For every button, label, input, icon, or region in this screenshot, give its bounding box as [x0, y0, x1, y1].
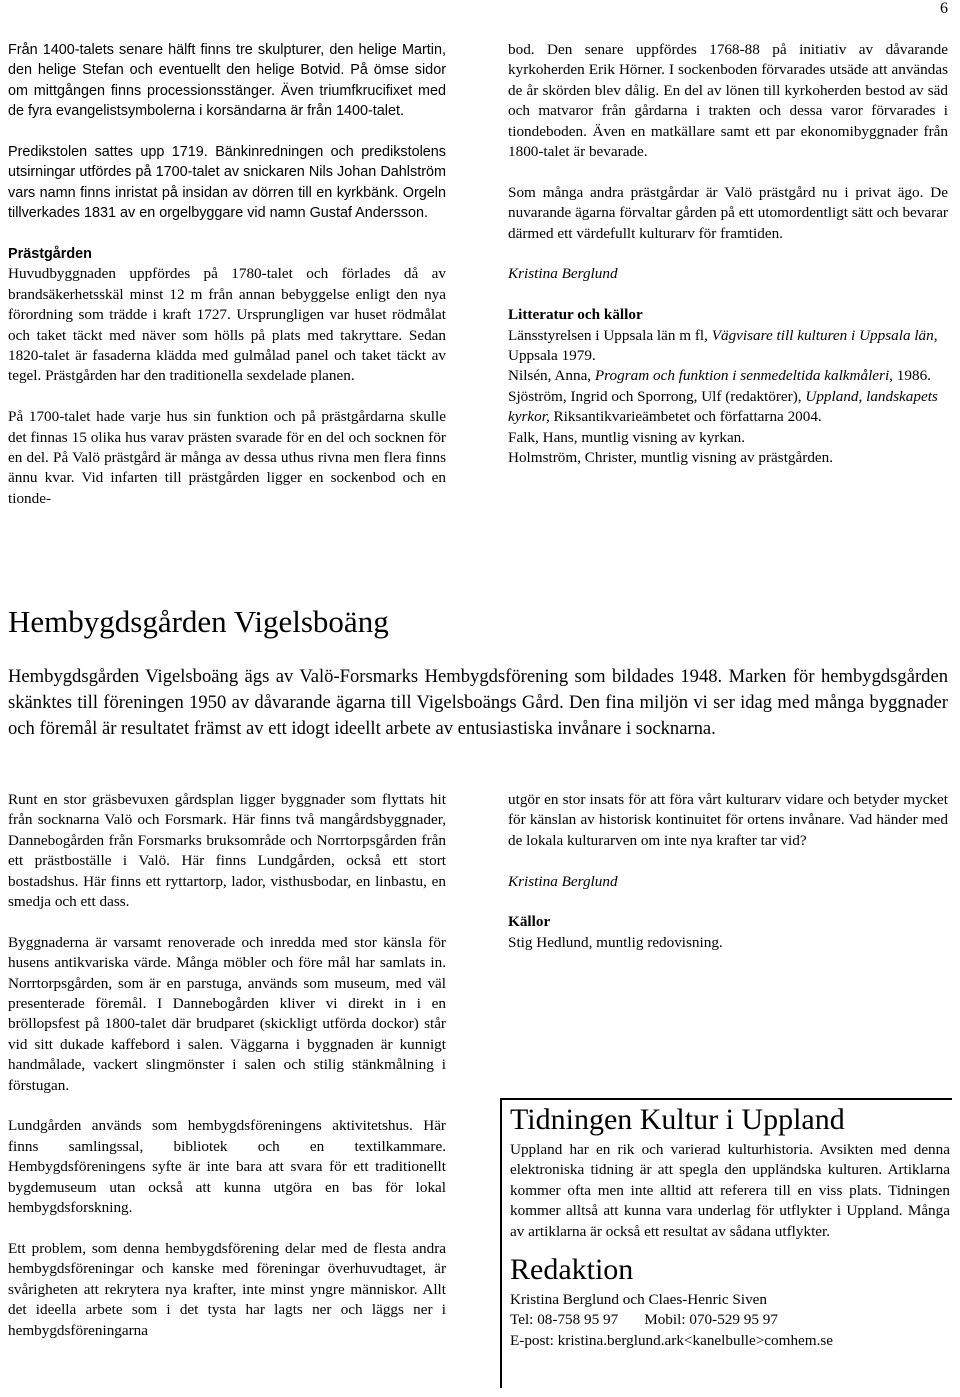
info-box: [500, 1098, 952, 1388]
heading-prastgarden: Prästgården: [8, 246, 92, 263]
reference-author: Falk, Hans, muntlig visning av kyrkan.: [508, 428, 746, 446]
mobile-number: Mobil: 070-529 95 97: [644, 1311, 778, 1329]
heading-sources: Källor: [508, 913, 551, 931]
reference-item: [508, 366, 948, 386]
reference-publisher: Riksantikvarieämbetet och författarna 2004.: [549, 408, 822, 426]
paragraph-renovation: Byggnaderna är varsamt renoverade och inredda med stor känsla för husens antikvariska värde. Många möbler och före mål har samlats in. Norrtorpsgården, som är en parstuga, används som museum, med väl presenterade föremål. I Dannebogården kliver vi direkt in i en bröllopsfest på 1800-talet där brudparet (skickligt utförda dockor) står vid sitt dukade kaffebord i salen. Väggarna i byggnaden är kunnigt handmålade, vackert slingmönster i salen och stilig stänkmålning i förstugan.: [8, 933, 446, 1094]
bottom-left-column: [8, 790, 446, 1361]
section-title: Hembygdsgården Vigelsboäng: [8, 604, 389, 639]
heading-literature: Litteratur och källor: [508, 306, 643, 324]
author-signature: Kristina Berglund: [508, 872, 618, 890]
email-address: E-post: kristina.berglund.ark<kanelbulle>comhem.se: [510, 1331, 834, 1349]
page-number: 6: [940, 0, 948, 17]
top-left-column: [8, 40, 446, 530]
phone-number: Tel: 08-758 95 97: [510, 1311, 619, 1329]
author-signature: Kristina Berglund: [508, 265, 618, 283]
reference-title: Uppland, landskapets kyrkor,: [508, 387, 938, 426]
bottom-right-column: [508, 790, 948, 974]
paragraph-main-building-a: Huvudbyggnaden uppfördes på 1780-talet och förlades då av brandsäkerhetsskäl minst 12 m från annan bebyggelse enligt den nya förordning som trädde i kraft 1727.: [8, 265, 446, 324]
reference-publisher: Uppsala 1979.: [508, 347, 596, 365]
reference-author: Holmström, Christer, muntlig visning av prästgården.: [508, 449, 834, 467]
paragraph-lundgarden: Lundgården används som hembygdsföreningens aktivitetshus. Här finns samlingssal, bibliotek och en textilkammare. Hembygdsföreningens syfte är inte bara att svara för ett traditionellt bygdemuseum utan också att kunna utgöra en bas för lokal hembygdsforskning.: [8, 1117, 446, 1217]
contact-phones: [510, 1310, 950, 1330]
reference-item: [508, 428, 948, 448]
box-title: Tidningen Kultur i Uppland: [510, 1103, 845, 1136]
reference-author: Nilsén, Anna,: [508, 367, 595, 385]
paragraph-pulpit: Predikstolen sattes upp 1719. Bänkinredningen och predikstolens utsirningar utfördes på 1700-talet av snickaren Nils Johan Dahlström vars namn finns inristat på insidan av dörren till en kyrkbänk. Orgeln tillverkades 1831 av en orgelbyggare vid namn Gustaf Andersson.: [8, 144, 446, 222]
reference-item: [508, 448, 948, 468]
paragraph-sculptures: Från 1400-talets senare hälft finns tre skulpturer, den helige Martin, den helige Stefan och eventuellt den helige Botvid. På ömse sidor om mittgången finns processionsstänger. Även triumfkrucifixet med de fyra evangelistsymbolerna i korsändarna är från 1400-talet.: [8, 42, 446, 120]
reference-list: [508, 326, 948, 469]
paragraph-private-ownership: Som många andra prästgårdar är Valö prästgård nu i privat ägo. De nuvarande ägarna förvaltar gården på ett utomordentligt sätt och bevarar därmed ett värdefullt kulturarv för framtiden.: [508, 183, 948, 242]
intro-paragraph: Hembygdsgården Vigelsboäng ägs av Valö-Forsmarks Hembygdsförening som bildades 1948. Marken för hembygdsgården skänktes till föreningen 1950 av dåvarande ägarna till Vigelsboängs Gård. Den fina miljön vi ser idag med många byggnader och föremål är resultatet främst av ett idogt ideellt arbete av entusiastiska invånare i socknarna.: [8, 666, 948, 739]
paragraph-recruitment: Ett problem, som denna hembygdsförening delar med de flesta andra hembygdsföreningar och kanske med föreningar överhuvudtaget, är svårigheten att rekrytera nya krafter, inte minst yngre människor. Allt det ideella arbete som i det tysta har lagts ner och läggs ner i hembygdsföreningarna: [8, 1239, 446, 1339]
reference-publisher: 1986.: [892, 367, 931, 385]
top-right-column: [508, 40, 948, 468]
reference-item: [508, 387, 948, 428]
reference-title: Vägvisare till kulturen i Uppsala län,: [711, 326, 938, 344]
paragraph-farmyard: Runt en stor gräsbevuxen gårdsplan ligger byggnader som flyttats hit från socknarna Valö och Forsmark. Här finns två mangårdsbyggnader, Dannebogården från Forsmarks bruksområde och Norrtorpsgården från ett prästboställe i Valö. Här finns Lundgården, också ett stort bostadshus. Här finns ett ryttartorp, lador, visthusbodar, en linbastu, en smedja och ett dass.: [8, 791, 446, 911]
reference-item: [508, 326, 948, 367]
paragraph-sockenbod: bod. Den senare uppfördes 1768-88 på initiativ av dåvarande kyrkoherden Erik Hörner. I sockenboden förvarades utsäde att användas de år skörden blev dålig. En del av lönen till kyrkoherden bestod av säd och matvaror från gårdarna i trakten och dessa varor förvarades i tiondeboden. Även en matkällare samt ett par ekonomibyggnader från 1800-talet är bevarade.: [508, 41, 948, 161]
paragraph-heritage: utgör en stor insats för att föra vårt kulturarv vidare och betyder mycket för känslan av historisk kontinuitet för ortens invånare. Vad händer med de lokala kulturarven om inte nya krafter tar vid?: [508, 791, 948, 849]
redaktion-title: Redaktion: [510, 1253, 634, 1287]
reference-title: Program och funktion i senmedeltida kalkmåleri,: [594, 367, 893, 385]
reference-author: Länsstyrelsen i Uppsala län m fl,: [508, 326, 712, 344]
paragraph-main-building: [8, 264, 446, 386]
paragraph-main-building-b: Ursprungligen var huset rödmålat och taket täckt med näver som hölls på plats med takryttare. Sedan 1820-talet är fasaderna klädda med gulmålad panel och taket täckt av tegel. Prästgården har den traditionella sexdelade planen.: [8, 306, 446, 385]
reference-author: Sjöström, Ingrid och Sporrong, Ulf (redaktörer),: [508, 387, 806, 405]
source-item: Stig Hedlund, muntlig redovisning.: [508, 933, 723, 951]
paragraph-outbuildings: På 1700-talet hade varje hus sin funktion och på prästgårdarna skulle det finnas 15 olika hus varav prästen svarade för en del och socknen för en del. På Valö prästgård är många av dessa uthus rivna men flera finns ännu kvar. Vid infarten till prästgården ligger en sockenbod och en tionde-: [8, 408, 446, 507]
box-text: Uppland har en rik och varierad kulturhistoria. Avsikten med denna elektroniska tidning är att spegla den uppländska kulturen. Artiklarna kommer ofta men inte alltid att referera till en viss plats. Tidningen kommer alltså att kunna vara underlag för utflykter i Uppland. Många av artiklarna är också ett resultat av sådana utflykter.: [510, 1141, 950, 1240]
info-box-content: [510, 1102, 950, 1351]
editor-names: Kristina Berglund och Claes-Henric Siven: [510, 1291, 768, 1309]
